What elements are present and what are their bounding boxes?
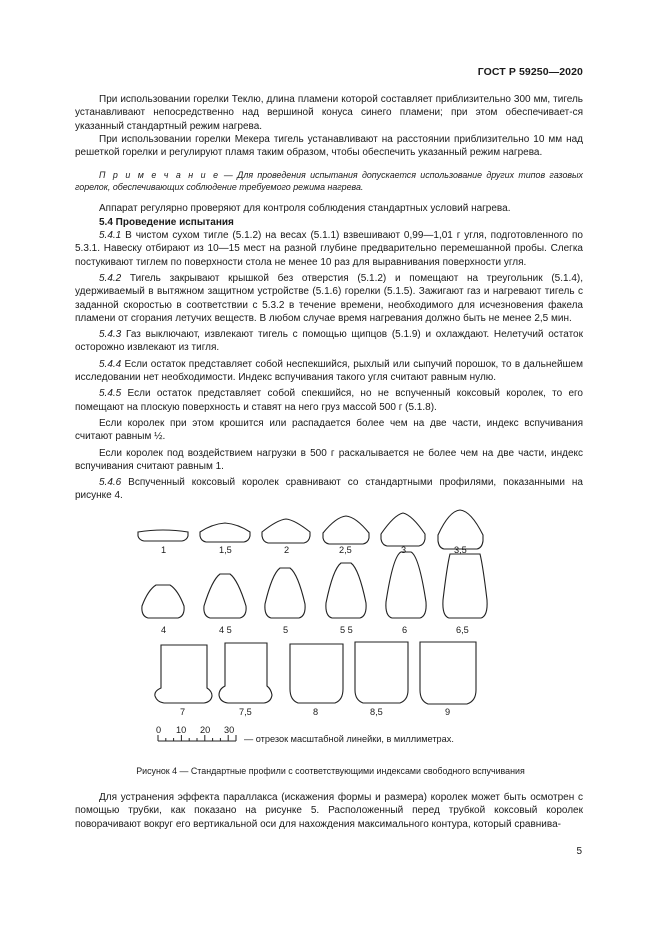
profile-1-5 — [200, 523, 250, 542]
clause-number: 5.4.5 — [99, 388, 122, 400]
clause-5-4-5 — [75, 387, 583, 414]
profiles-drawing — [130, 508, 540, 748]
profile-6-5 — [443, 554, 487, 618]
profile-7 — [155, 645, 212, 703]
clause-number: 5.4.1 — [99, 230, 122, 242]
profile-9 — [420, 642, 476, 704]
paragraph-crumbles: Если королек при этом крошится или распадается более чем на две части, индекс вспучивания считают равным ½. — [75, 417, 583, 443]
body-text — [75, 93, 583, 503]
profile-5 — [265, 568, 305, 618]
profile-label: 3,5 — [454, 545, 467, 555]
clause-text: Тигель закрывают крышкой без отверстия (5.1.2) и помещают на треугольник (5.1.4), удерживаемый в вытяжном защитном устройстве (5.1.6) горелки (5.1.5). Зажигают газ и нагревают тигель с заданной скоростью в соответствии с 5.3.2 в течение времени, необходимого для исчезновения факела пламени от сгорания летучих веществ. В любом случае время нагревания должно быть не менее 2,5 мин. — [75, 272, 583, 324]
clause-number: 5.4.4 — [99, 358, 122, 370]
clause-text: Если остаток представляет собой неспекшийся, рыхлый или сыпучий порошок, то в дальнейшем исследовании нет необходимости. Индекс вспучивания такого угля считают равным нулю. — [75, 358, 583, 384]
profile-label: 3 — [401, 545, 407, 555]
profile-4 — [142, 585, 184, 618]
note-text: — Для проведения испытания допускается использование других типов газовых горелок, обеспечивающих соблюдение требуемого режима нагрева. — [75, 170, 583, 193]
scale-ruler — [158, 735, 236, 741]
profile-8 — [290, 644, 343, 703]
profile-label: 2,5 — [339, 545, 352, 555]
paragraph-meker: При использовании горелки Мекера тигель устанавливают на расстоянии приблизительно 10 мм над решеткой горелки и регулируют пламя таким образом, чтобы обеспечить указанный режим нагрева. — [75, 133, 583, 159]
clause-text: Газ выключают, извлекают тигель с помощью щипцов (5.1.9) и охлаждают. Нелетучий остаток осторожно извлекают из тигля. — [75, 329, 583, 354]
tail-text — [75, 791, 583, 831]
clause-5-4-3 — [75, 328, 583, 355]
profile-label: 4 — [161, 625, 167, 635]
profile-2-5 — [323, 516, 369, 544]
paragraph-splits: Если королек под воздействием нагрузки в 500 г раскалывается не более чем на две части, индекс вспучивания считают равным 1. — [75, 447, 583, 472]
clause-5-4-6 — [75, 476, 583, 503]
profile-label: 5 5 — [340, 625, 353, 635]
profile-label: 1 — [161, 545, 167, 555]
profile-label: 5 — [283, 625, 289, 635]
scale-description: — отрезок масштабной линейки, в миллиметрах. — [244, 734, 454, 744]
profile-5-5 — [326, 563, 366, 618]
profile-label: 8,5 — [370, 707, 383, 717]
profile-6 — [386, 552, 426, 618]
clause-text: Вспученный коксовый королек сравнивают со стандартными профилями, показанными на рисунке 4. — [75, 477, 583, 502]
note — [75, 169, 583, 193]
profile-3-5 — [438, 510, 483, 549]
note-label: П р и м е ч а н и е — [99, 170, 220, 181]
scale-tick-label: 0 — [156, 725, 162, 735]
profile-7-5 — [219, 643, 272, 703]
profile-label: 8 — [313, 707, 319, 717]
paragraph-teclu: При использовании горелки Теклю, длина пламени которой составляет приблизительно 300 мм, тигель устанавливают непосредственно над вершиной конуса синего пламени; при этом обеспечивает-ся указанный стандартный режим нагрева. — [75, 94, 583, 132]
scale-tick-label: 20 — [200, 725, 211, 735]
paragraph-check: Аппарат регулярно проверяют для контроля соблюдения стандартных условий нагрева. — [99, 203, 511, 215]
standard-number: ГОСТ Р 59250—2020 — [477, 66, 583, 78]
clause-5-4-4 — [75, 358, 583, 385]
scale-tick-label: 10 — [176, 725, 187, 735]
profile-1 — [138, 530, 188, 541]
paragraph-parallax: Для устранения эффекта параллакса (искажения формы и размера) королек может быть осмотрен с помощью трубки, как показано на рисунке 5. Расположенный перед трубкой коксовый королек поворачивают вокруг его вертикальной оси для нахождения максимального контура, который сравнива- — [75, 792, 583, 830]
clause-text: В чистом сухом тигле (5.1.2) на весах (5.1.1) взвешивают 0,99—1,01 г угля, подготовленного по 5.3.1. Навеску отбирают из 10—15 мест на разной глубине предварительно перемешанной пробы. Слегка постукивают тиглем по поверхности стола не менее 10 раз для выравнивания поверхности угля. — [75, 230, 583, 268]
profile-label: 7,5 — [239, 707, 252, 717]
profile-label: 4 5 — [219, 625, 232, 635]
clause-5-4-1 — [75, 229, 583, 269]
clause-text: Если остаток представляет собой спекшийся, но не вспученный коксовый королек, то его помещают на плоскую поверхность и ставят на него груз массой 500 г (5.1.8). — [75, 388, 583, 413]
section-title — [75, 216, 583, 229]
profile-4-5 — [204, 574, 246, 618]
profile-label: 9 — [445, 707, 451, 717]
profile-8-5 — [355, 642, 408, 703]
section-title-text: 5.4 Проведение испытания — [99, 216, 234, 228]
profile-label: 7 — [180, 707, 186, 717]
profile-2 — [262, 519, 310, 543]
clause-number: 5.4.3 — [99, 329, 122, 341]
clause-number: 5.4.2 — [99, 272, 122, 284]
profile-3 — [381, 513, 425, 546]
figure-4 — [130, 508, 540, 748]
profile-label: 1,5 — [219, 545, 232, 555]
figure-caption: Рисунок 4 — Стандартные профили с соответствующими индексами свободного вспучивания — [136, 766, 525, 776]
clause-number: 5.4.6 — [99, 477, 122, 489]
profile-label: 2 — [284, 545, 290, 555]
clause-5-4-2 — [75, 272, 583, 325]
scale-tick-label: 30 — [224, 725, 235, 735]
page-number: 5 — [576, 846, 582, 857]
profile-label: 6,5 — [456, 625, 469, 635]
profile-label: 6 — [402, 625, 408, 635]
